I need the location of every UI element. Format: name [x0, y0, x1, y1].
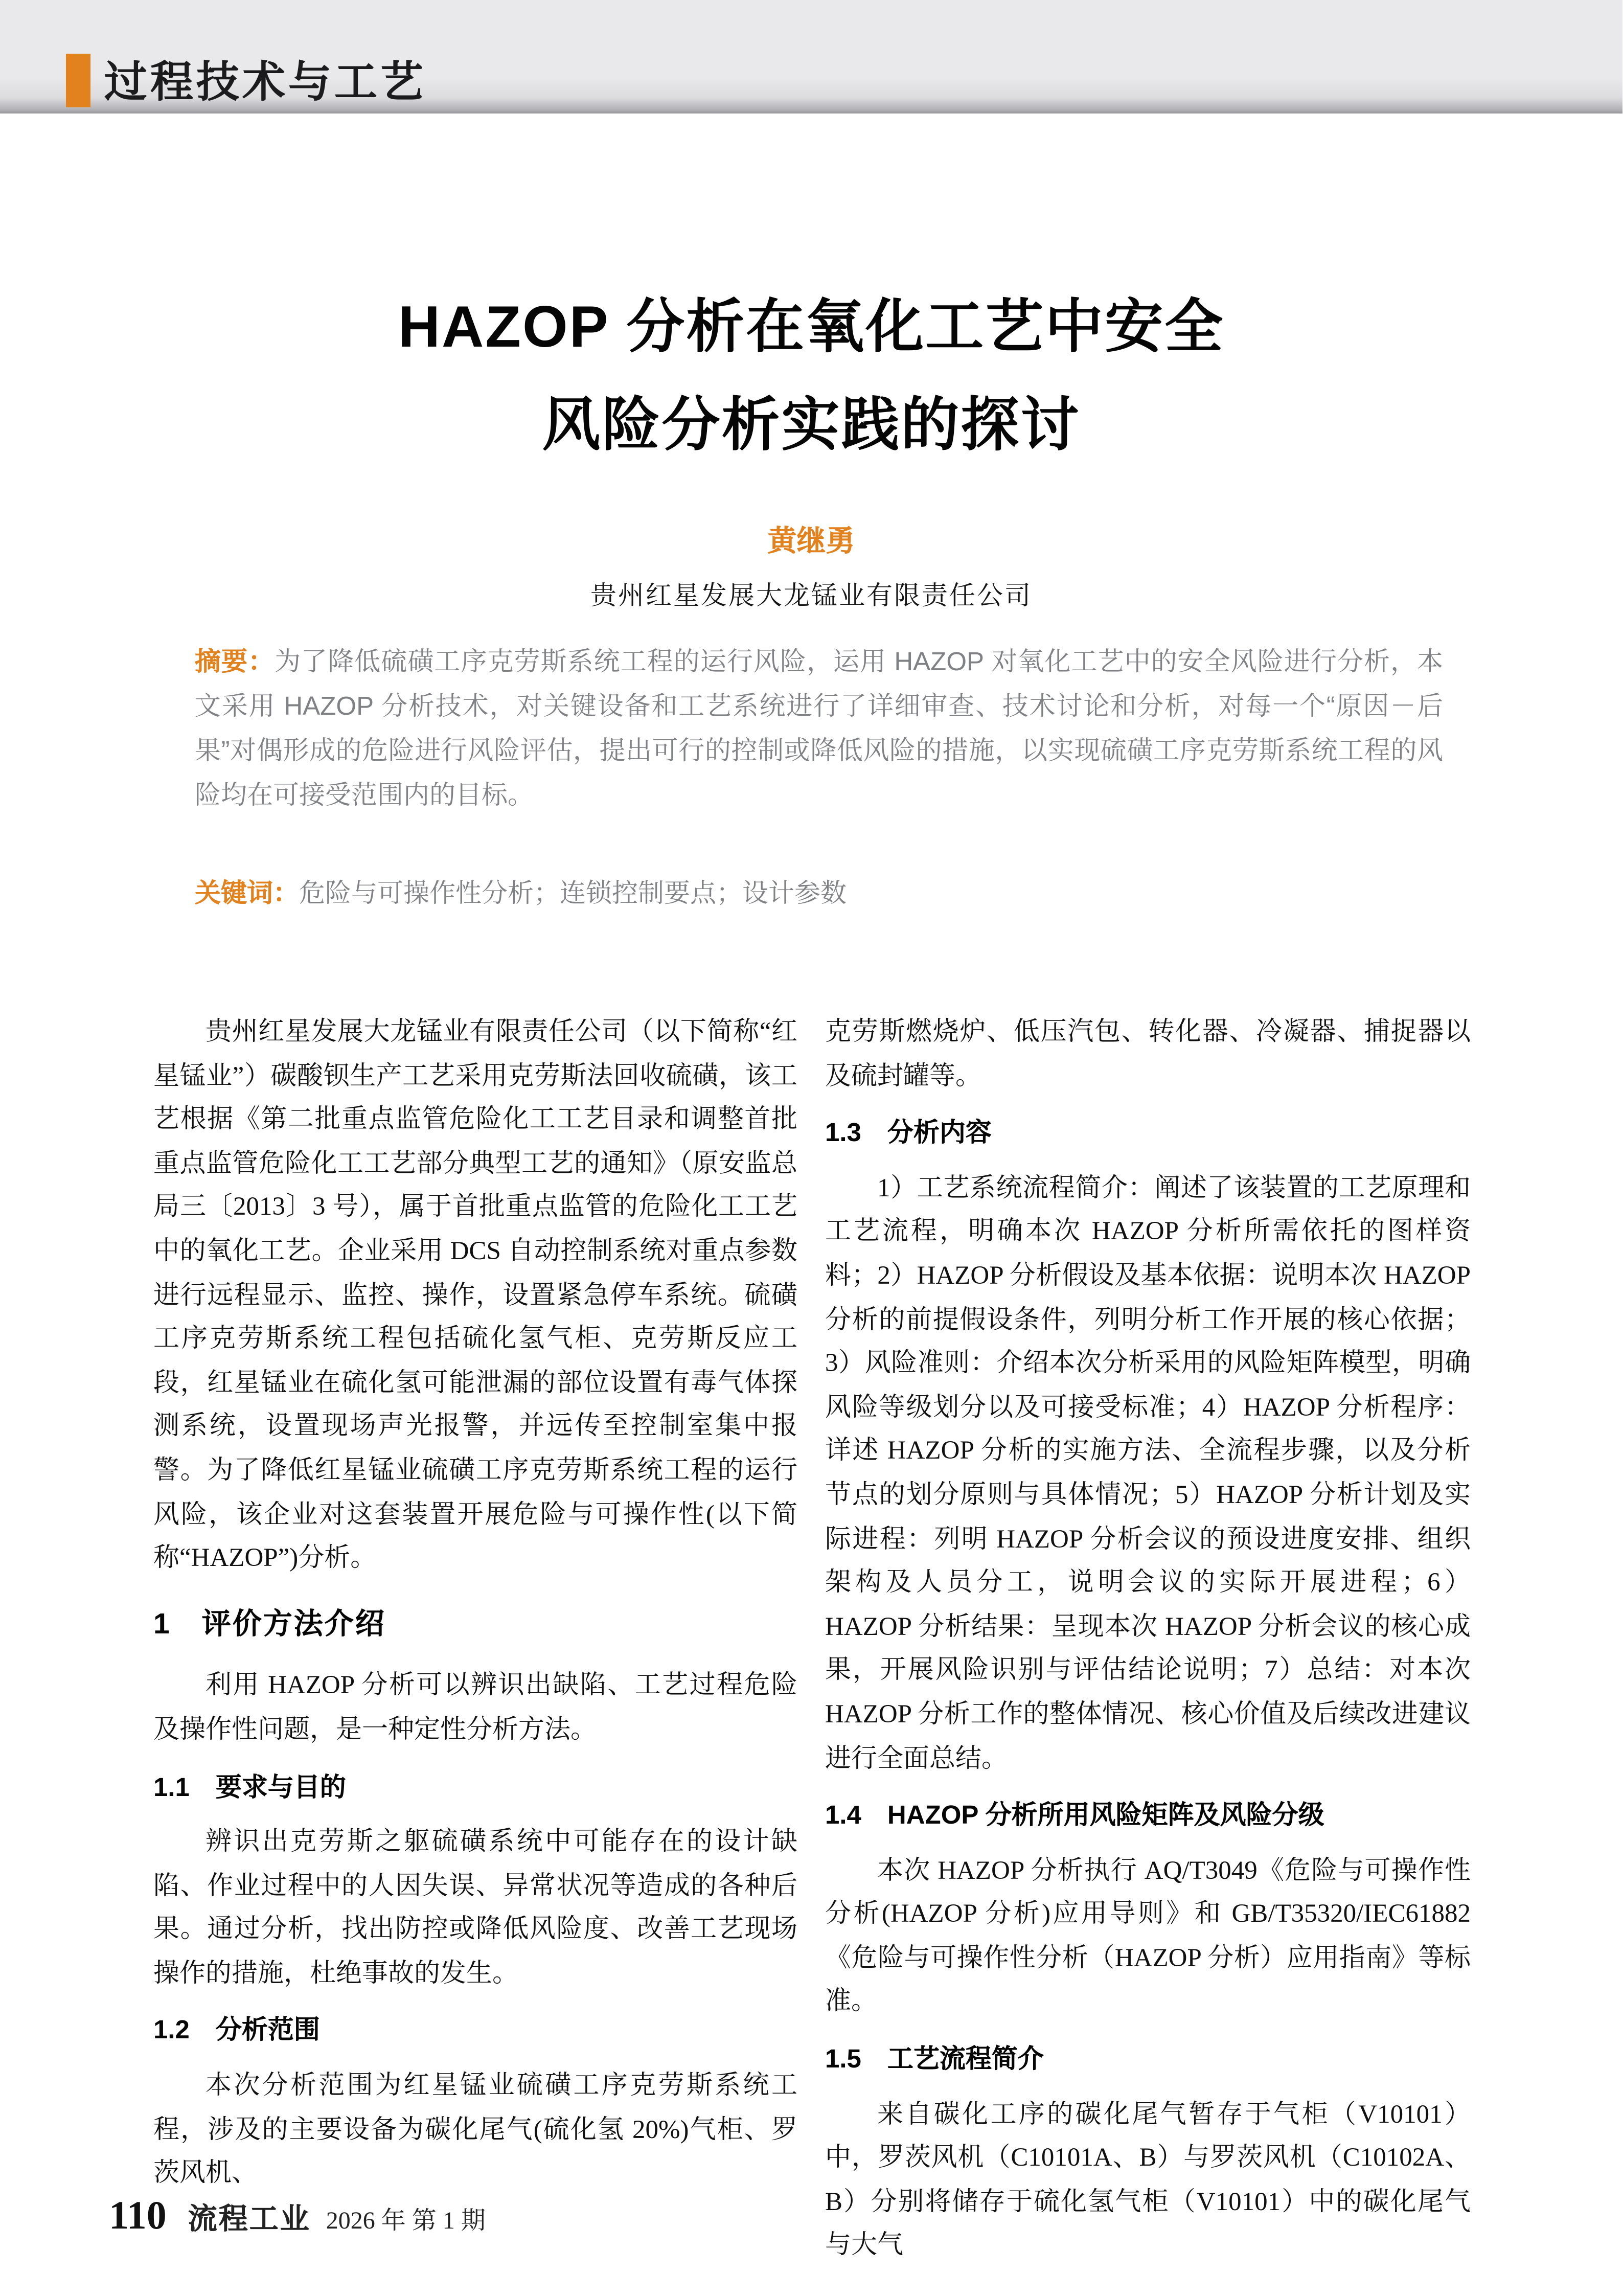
body-paragraph: 利用 HAZOP 分析可以辨识出缺陷、工艺过程危险及操作性问题，是一种定性分析方法。	[153, 1670, 797, 1744]
section-tag	[66, 49, 426, 110]
body-paragraph: 本次分析范围为红星锰业硫磺工序克劳斯系统工程，涉及的主要设备为碳化尾气(硫化氢 20%)气柜、罗茨风机、	[153, 2071, 797, 2188]
abstract	[195, 640, 1443, 817]
section-name: 过程技术与工艺	[104, 58, 427, 106]
section-heading: 1.1 要求与目的	[153, 1772, 346, 1802]
body-paragraph: 克劳斯燃烧炉、低压汽包、转化器、冷凝器、捕捉器以及硫封罐等。	[825, 1017, 1471, 1090]
affiliation: 贵州红星发展大龙锰业有限责任公司	[590, 581, 1032, 610]
body-paragraph: 辨识出克劳斯之躯硫磺系统中可能存在的设计缺陷、作业过程中的人因失误、异常状况等造成的各种后果。通过分析，找出防控或降低风险度、改善工艺现场操作的措施，杜绝事故的发生。	[153, 1827, 797, 1988]
author-name: 黄继勇	[767, 526, 855, 558]
body-paragraph: 1）工艺系统流程简介：阐述了该装置的工艺原理和工艺流程，明确本次 HAZOP 分析所需依托的图样资料；2）HAZOP 分析假设及基本依据：说明本次 HAZOP 分析的前提假设条件，列明分析工作开展的核心依据；3）风险准则：介绍本次分析采用的风险矩阵模型，明确风险等级划分以及可接受标准；4）HAZOP 分析程序：详述 HAZOP 分析的实施方法、全流程步骤，以及分析节点的划分原则与具体情况；5）HAZOP 分析计划及实际进程：列明 HAZOP 分析会议的预设进度安排、组织架构及人员分工，说明会议的实际开展进程；6）HAZOP 分析结果：呈现本次 HAZOP 分析会议的核心成果，开展风险识别与评估结论说明；7）总结：对本次 HAZOP 分析工作的整体情况、核心价值及后续改进建议进行全面总结。	[825, 1173, 1471, 1772]
keywords	[195, 871, 1443, 916]
issue-info: 2026 年 第 1 期	[326, 2209, 486, 2235]
article-title-line2: 风险分析实践的探讨	[542, 394, 1081, 459]
section-heading: 1.3 分析内容	[825, 1118, 992, 1148]
body-paragraph: 本次 HAZOP 分析执行 AQ/T3049《危险与可操作性分析(HAZOP 分析)应用导则》和 GB/T35320/IEC61882《危险与可操作性分析（HAZOP 分析）应用指南》等标准。	[825, 1855, 1471, 2016]
abstract-text: 为了降低硫磺工序克劳斯系统工程的运行风险，运用 HAZOP 对氧化工艺中的安全风险进行分析，本文采用 HAZOP 分析技术，对关键设备和工艺系统进行了详细审查、技术讨论和分析，对每一个“原因－后果”对偶形成的危险进行风险评估，提出可行的控制或降低风险的措施，以实现硫磺工序克劳斯系统工程的风险均在可接受范围内的目标。	[195, 647, 1444, 810]
column-right	[825, 1011, 1471, 2268]
accent-bar-icon	[66, 53, 90, 107]
section-heading: 1 评价方法介绍	[153, 1608, 386, 1641]
body-paragraph: 来自碳化工序的碳化尾气暂存于气柜（V10101）中，罗茨风机（C10101A、B）与罗茨风机（C10102A、B）分别将储存于硫化氢气柜（V10101）中的碳化尾气与大气	[825, 2099, 1471, 2260]
page-footer	[109, 2193, 486, 2239]
keywords-label: 关键词：	[195, 879, 299, 908]
section-heading: 1.4 HAZOP 分析所用风险矩阵及风险分级	[825, 1801, 1324, 1830]
journal-name: 流程工业	[188, 2204, 311, 2236]
keywords-text: 危险与可操作性分析；连锁控制要点；设计参数	[299, 879, 847, 908]
article-title-line1: HAZOP 分析在氧化工艺中安全	[398, 296, 1225, 360]
column-left	[153, 1011, 797, 2196]
page-header-band	[0, 0, 1622, 113]
body-paragraph: 贵州红星发展大龙锰业有限责任公司（以下简称“红星锰业”）碳酸钡生产工艺采用克劳斯法回收硫磺，该工艺根据《第二批重点监管危险化工工艺目录和调整首批重点监管危险化工工艺部分典型工艺的通知》（原安监总局三〔2013〕3 号），属于首批重点监管的危险化工工艺中的氧化工艺。企业采用 DCS 自动控制系统对重点参数进行远程显示、监控、操作，设置紧急停车系统。硫磺工序克劳斯系统工程包括硫化氢气柜、克劳斯反应工段，红星锰业在硫化氢可能泄漏的部位设置有毒气体探测系统，设置现场声光报警，并远传至控制室集中报警。为了降低红星锰业硫磺工序克劳斯系统工程的运行风险，该企业对这套装置开展危险与可操作性(以下简称“HAZOP”)分析。	[153, 1017, 797, 1573]
page-number: 110	[109, 2193, 167, 2238]
abstract-label: 摘要：	[195, 647, 275, 676]
article-title	[0, 279, 1622, 475]
section-heading: 1.5 工艺流程简介	[825, 2044, 1044, 2074]
section-heading: 1.2 分析范围	[153, 2016, 320, 2045]
